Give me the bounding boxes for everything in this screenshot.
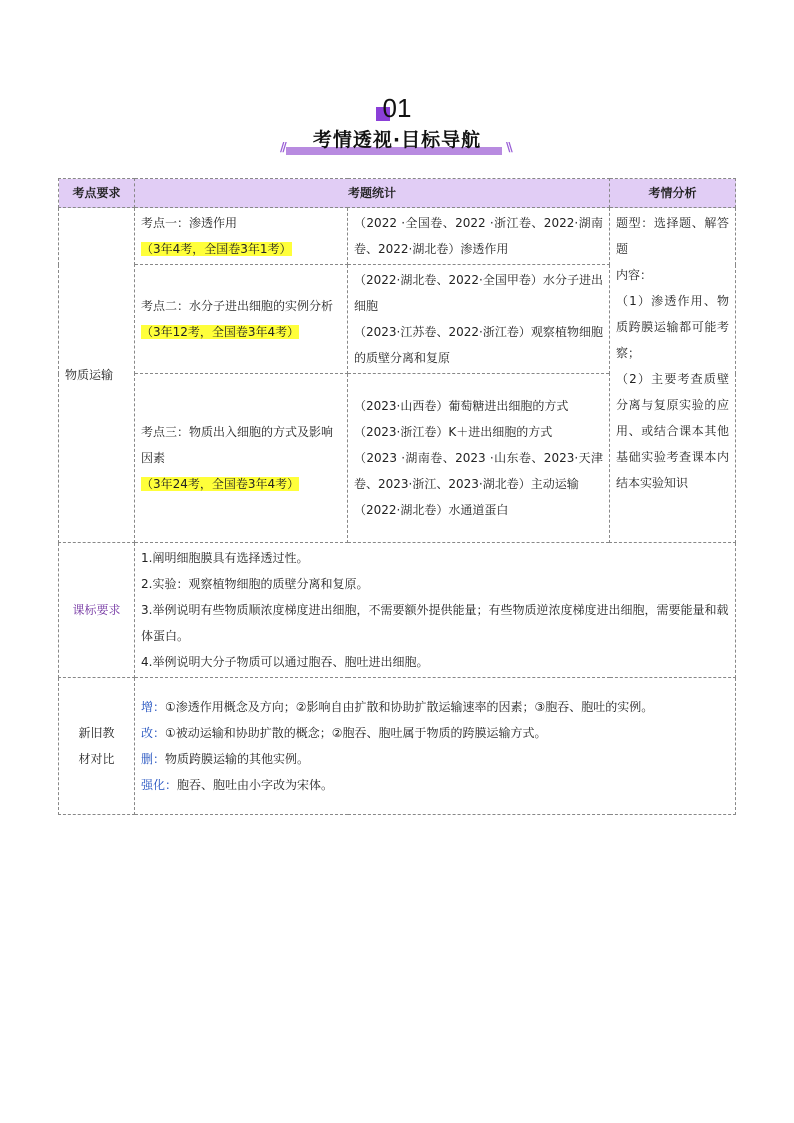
table-row bbox=[59, 543, 736, 678]
table-header-row bbox=[59, 179, 736, 208]
compare-tag: 删： bbox=[141, 752, 166, 766]
compare-tag: 强化： bbox=[141, 778, 178, 792]
table-row bbox=[59, 678, 736, 815]
point-name: 考点三：物质出入细胞的方式及影响因素 bbox=[141, 425, 334, 465]
point-stat: （3年12考，全国卷3年4考） bbox=[141, 325, 300, 339]
title-slash-left: // bbox=[280, 140, 285, 154]
point-cell bbox=[135, 208, 348, 265]
compare-text: ①被动运输和协助扩散的概念；②胞吞、胞吐属于物质的跨膜运输方式。 bbox=[165, 726, 547, 740]
standard-label: 课标要求 bbox=[59, 543, 135, 678]
header-analysis: 考情分析 bbox=[610, 179, 736, 208]
exam-item: （2023·山西卷）葡萄糖进出细胞的方式 bbox=[354, 399, 569, 413]
topic-cell: 物质运输 bbox=[59, 208, 135, 543]
compare-tag: 改： bbox=[141, 726, 166, 740]
analysis-line: （2）主要考查质壁分离与复原实验的应用、或结合课本其他基础实验考查课本内结本实验知识 bbox=[616, 372, 730, 490]
analysis-line: 题型：选择题、解答题 bbox=[616, 216, 730, 256]
section-title: 考情透视·目标导航 bbox=[312, 129, 482, 151]
compare-item bbox=[141, 694, 729, 720]
analysis-cell bbox=[610, 208, 736, 543]
exam-analysis-table bbox=[58, 178, 736, 815]
table-row bbox=[59, 208, 736, 265]
compare-item bbox=[141, 720, 729, 746]
point-name: 考点二：水分子进出细胞的实例分析 bbox=[141, 299, 334, 313]
point-cell bbox=[135, 265, 348, 374]
exam-item: （2023 ·湖南卷、2023 ·山东卷、2023·天津卷、2023·浙江、2023·湖北卷）主动运输 bbox=[354, 451, 604, 491]
exam-item: （2023·江苏卷、2022·浙江卷）观察植物细胞的质壁分离和复原 bbox=[354, 325, 604, 365]
exam-cell bbox=[348, 374, 610, 543]
compare-label: 新旧教材对比 bbox=[59, 678, 135, 815]
standard-item: 3.举例说明有些物质顺浓度梯度进出细胞，不需要额外提供能量；有些物质逆浓度梯度进出细胞，需要能量和载体蛋白。 bbox=[141, 603, 729, 643]
point-name: 考点一：渗透作用 bbox=[141, 216, 238, 230]
analysis-line: （1）渗透作用、物质跨膜运输都可能考察； bbox=[616, 294, 730, 360]
compare-item bbox=[141, 772, 729, 798]
header-requirement: 考点要求 bbox=[59, 179, 135, 208]
point-stat: （3年24考，全国卷3年4考） bbox=[141, 477, 300, 491]
compare-text: 物质跨膜运输的其他实例。 bbox=[165, 752, 310, 766]
exam-item: （2022·湖北卷）水通道蛋白 bbox=[354, 503, 509, 517]
compare-tag: 增： bbox=[141, 700, 166, 714]
compare-item bbox=[141, 746, 729, 772]
exam-cell bbox=[348, 208, 610, 265]
header-statistics: 考题统计 bbox=[135, 179, 610, 208]
compare-text: 胞吞、胞吐由小字改为宋体。 bbox=[177, 778, 334, 792]
standard-item: 1.阐明细胞膜具有选择透过性。 bbox=[141, 551, 309, 565]
point-cell bbox=[135, 374, 348, 543]
compare-text: ①渗透作用概念及方向；②影响自由扩散和协助扩散运输速率的因素；③胞吞、胞吐的实例。 bbox=[165, 700, 654, 714]
compare-cell bbox=[135, 678, 736, 815]
exam-item: （2022 ·全国卷、2022 ·浙江卷、2022·湖南卷、2022·湖北卷）渗透作用 bbox=[354, 216, 604, 256]
exam-item: （2023·浙江卷）K＋进出细胞的方式 bbox=[354, 425, 553, 439]
point-stat: （3年4考，全国卷3年1考） bbox=[141, 242, 292, 256]
section-number: 01 bbox=[382, 93, 412, 123]
exam-cell bbox=[348, 265, 610, 374]
standard-cell bbox=[135, 543, 736, 678]
title-slash-right: \\ bbox=[506, 140, 511, 154]
exam-item: （2022·湖北卷、2022·全国甲卷）水分子进出细胞 bbox=[354, 273, 604, 313]
analysis-line: 内容： bbox=[616, 268, 653, 282]
standard-item: 2.实验：观察植物细胞的质壁分离和复原。 bbox=[141, 577, 369, 591]
standard-item: 4.举例说明大分子物质可以通过胞吞、胞吐进出细胞。 bbox=[141, 655, 429, 669]
